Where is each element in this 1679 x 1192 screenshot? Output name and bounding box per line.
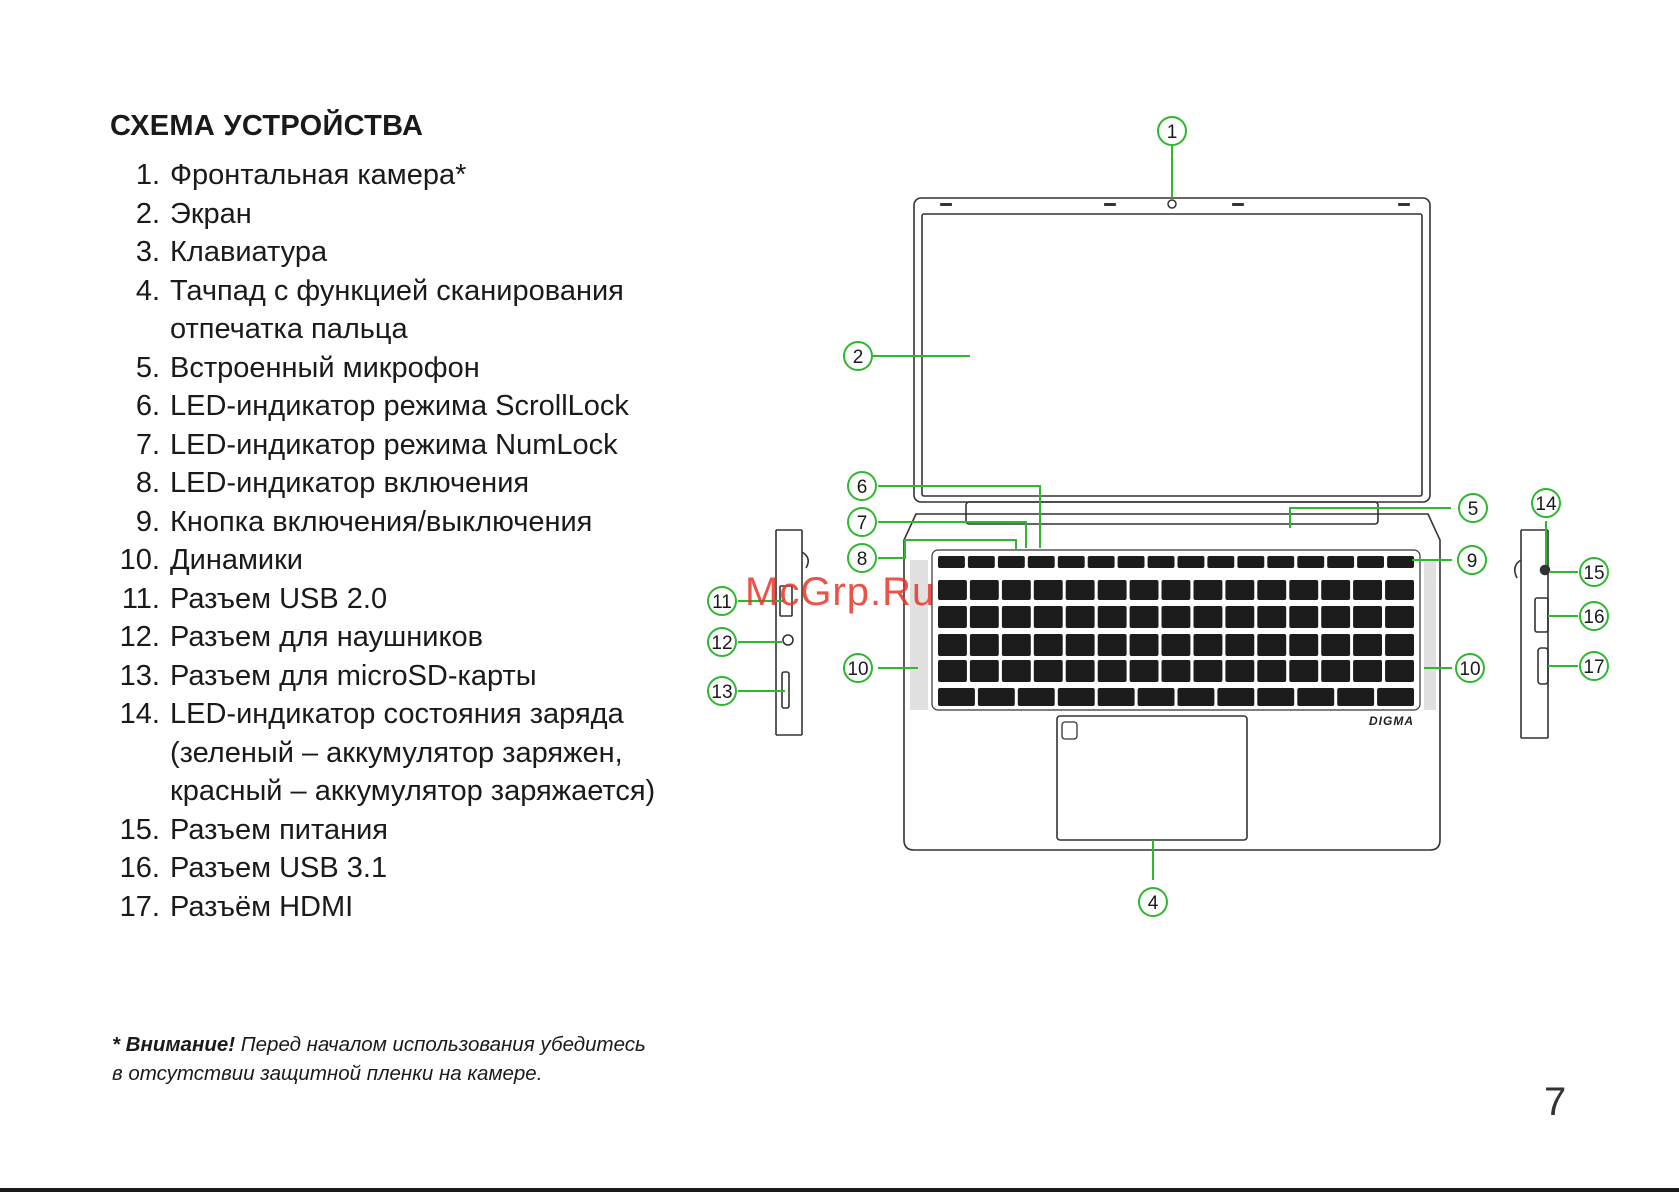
watermark: McGrp.Ru (745, 570, 936, 614)
keyboard-key (1353, 580, 1382, 600)
keyboard-key (1353, 660, 1382, 682)
keyboard-key (1385, 634, 1414, 656)
keyboard-key (1194, 580, 1223, 600)
keyboard-key (1225, 634, 1254, 656)
list-item-number: 11. (121, 582, 160, 615)
callout-12 (708, 628, 736, 656)
keyboard-key (938, 688, 975, 706)
keyboard-key (1257, 660, 1286, 682)
keyboard-key (970, 660, 999, 682)
keyboard-key (1002, 580, 1031, 600)
keyboard-key (1207, 556, 1234, 568)
list-item-number: 4. (135, 274, 160, 307)
keyboard-key (1002, 634, 1031, 656)
keyboard-key (1162, 580, 1191, 600)
keyboard-key (998, 556, 1025, 568)
callout-8 (848, 544, 876, 572)
keyboard-key (1118, 556, 1145, 568)
keyboard-key (1034, 634, 1063, 656)
camera-icon (1168, 200, 1176, 208)
list-item-number: 16. (119, 852, 160, 884)
keyboard-key (1088, 556, 1115, 568)
svg-text:10: 10 (1459, 659, 1481, 680)
list-item-text: Разъем питания (170, 813, 388, 846)
list-item-text: Разъем для наушников (170, 621, 484, 653)
keyboard-key (1297, 688, 1334, 706)
keyboard-key (1357, 556, 1384, 568)
keyboard-key (1098, 660, 1127, 682)
keyboard-key (1066, 580, 1095, 600)
keyboard-key (970, 634, 999, 656)
callout-6 (848, 472, 876, 500)
keyboard-key (938, 580, 967, 600)
note-line2: в отсутствии защитной пленки на камере. (112, 1062, 543, 1085)
page-title: СХЕМА УСТРОЙСТВА (110, 110, 424, 142)
callout-9 (1458, 546, 1486, 574)
svg-text:8: 8 (856, 549, 868, 570)
keyboard-key (1385, 580, 1414, 600)
list-item-number: 12. (119, 621, 160, 653)
callout-15 (1580, 558, 1608, 586)
keyboard-key (1321, 634, 1350, 656)
list-item-text: LED-индикатор включения (170, 467, 530, 499)
list-item-text: Разъем для microSD-карты (170, 659, 537, 692)
keyboard-key (938, 660, 967, 682)
keyboard-key (938, 606, 967, 628)
keyboard-key (1289, 580, 1318, 600)
keyboard-key (1002, 606, 1031, 628)
keyboard-key (1217, 688, 1254, 706)
brand-logo: DIGMA (1369, 714, 1414, 728)
list-item-number: 9. (135, 505, 160, 538)
keyboard-key (1257, 606, 1286, 628)
keyboard-key (1162, 634, 1191, 656)
list-item-text: LED-индикатор режима ScrollLock (170, 390, 629, 422)
list-item-text: Разъём HDMI (170, 890, 354, 923)
keyboard-key (1289, 606, 1318, 628)
callout-markers (708, 117, 1608, 916)
keyboard-key (1098, 634, 1127, 656)
list-item-text: Тачпад с функцией сканирования отпечатка пальца (170, 274, 624, 345)
svg-text:1: 1 (1166, 122, 1178, 143)
keyboard-key (1130, 634, 1159, 656)
list-item-number: 6. (135, 390, 160, 422)
svg-text:9: 9 (1466, 551, 1478, 572)
keyboard-key (1377, 688, 1414, 706)
keyboard-key (1034, 660, 1063, 682)
keyboard-key (1058, 556, 1085, 568)
keyboard-key (970, 580, 999, 600)
keyboard-key (1098, 688, 1135, 706)
list-item-text: Кнопка включения/выключения (170, 505, 593, 538)
list-item-number: 2. (135, 197, 160, 230)
keyboard-key (1034, 580, 1063, 600)
callout-4 (1139, 888, 1167, 916)
keyboard-key (1225, 606, 1254, 628)
svg-text:6: 6 (856, 477, 868, 498)
callout-1 (1158, 117, 1186, 145)
keyboard-key (1225, 660, 1254, 682)
page-number: 7 (1544, 1080, 1567, 1124)
list-item-number: 3. (135, 236, 160, 268)
keyboard-key (1034, 606, 1063, 628)
keyboard-key (1257, 580, 1286, 600)
list-item-number: 17. (119, 890, 160, 923)
keyboard-key (968, 556, 995, 568)
keyboard-key (1385, 606, 1414, 628)
callout-2 (844, 342, 872, 370)
svg-text:17: 17 (1583, 657, 1605, 678)
keyboard-key (1178, 688, 1215, 706)
keyboard-key (1178, 556, 1205, 568)
list-item-number: 8. (135, 467, 160, 499)
keyboard-key (1130, 660, 1159, 682)
keyboard-key (1130, 580, 1159, 600)
callout-5 (1459, 494, 1487, 522)
keyboard-key (1066, 660, 1095, 682)
keyboard-key (1225, 580, 1254, 600)
keyboard-key (1353, 634, 1382, 656)
callout-13 (708, 677, 736, 705)
callout-10-left (844, 654, 872, 682)
svg-text:2: 2 (852, 347, 864, 368)
keyboard-key (1289, 634, 1318, 656)
list-item-number: 1. (135, 159, 160, 191)
keyboard-key (1321, 606, 1350, 628)
keyboard-key (1387, 556, 1414, 568)
keyboard-key (1194, 660, 1223, 682)
list-item-number: 7. (135, 428, 160, 461)
keyboard-key (1297, 556, 1324, 568)
svg-text:12: 12 (711, 633, 733, 654)
keyboard-key (938, 556, 965, 568)
svg-text:14: 14 (1535, 494, 1557, 515)
keyboard-key (938, 634, 967, 656)
keyboard-key (1002, 660, 1031, 682)
list-item-text: Разъем USB 2.0 (170, 582, 388, 615)
left-side-view (776, 530, 808, 735)
keyboard-key (1148, 556, 1175, 568)
keyboard-key (1321, 580, 1350, 600)
laptop-lid (914, 198, 1430, 524)
keyboard-key (970, 606, 999, 628)
callout-10-right (1456, 654, 1484, 682)
callout-17 (1580, 652, 1608, 680)
keyboard-key (1130, 606, 1159, 628)
list-item-number: 10. (119, 544, 160, 576)
svg-text:15: 15 (1583, 563, 1605, 584)
keyboard-key (1353, 606, 1382, 628)
note-text: Перед началом использования убедитесь (235, 1033, 646, 1056)
keyboard (938, 556, 1414, 706)
keyboard-key (1066, 606, 1095, 628)
list-item-text: Клавиатура (170, 236, 328, 268)
list-item-number: 13. (119, 659, 160, 692)
keyboard-key (1267, 556, 1294, 568)
keyboard-key (1138, 688, 1175, 706)
list-item-text: Экран (170, 197, 252, 230)
list-item-number: 15. (119, 813, 160, 846)
keyboard-key (1257, 634, 1286, 656)
svg-text:11: 11 (712, 592, 732, 613)
keyboard-key (1194, 634, 1223, 656)
keyboard-key (1098, 580, 1127, 600)
callout-16 (1580, 602, 1608, 630)
svg-text:4: 4 (1147, 893, 1159, 914)
list-item-text: Динамики (170, 544, 304, 576)
keyboard-key (1257, 688, 1294, 706)
svg-text:10: 10 (847, 659, 869, 680)
keyboard-key (1098, 606, 1127, 628)
list-item-text: Фронтальная камера* (170, 159, 467, 191)
list-item-number: 14. (119, 698, 160, 730)
keyboard-key (1237, 556, 1264, 568)
callout-11 (708, 587, 736, 615)
keyboard-key (1162, 606, 1191, 628)
list-item-text: Встроенный микрофон (170, 351, 480, 384)
callout-7 (848, 508, 876, 536)
list-item-number: 5. (135, 351, 160, 384)
keyboard-key (1066, 634, 1095, 656)
keyboard-key (1321, 660, 1350, 682)
keyboard-key (1162, 660, 1191, 682)
touchpad (1057, 716, 1247, 840)
svg-text:7: 7 (856, 513, 868, 534)
right-side-view (1515, 530, 1550, 738)
keyboard-key (1018, 688, 1055, 706)
keyboard-key (1028, 556, 1055, 568)
keyboard-key (1194, 606, 1223, 628)
callout-14 (1532, 489, 1560, 517)
keyboard-key (1327, 556, 1354, 568)
svg-text:13: 13 (711, 682, 733, 703)
keyboard-key (1337, 688, 1374, 706)
keyboard-key (1058, 688, 1095, 706)
keyboard-key (1385, 660, 1414, 682)
keyboard-key (978, 688, 1015, 706)
list-item-text: LED-индикатор состояния заряда (зеленый – аккумулятор заряжен, красный – аккумулятор заряжается) (170, 698, 656, 807)
note-emphasis: * Внимание! (112, 1033, 236, 1056)
svg-text:16: 16 (1583, 607, 1605, 628)
list-item-text: LED-индикатор режима NumLock (170, 428, 618, 461)
svg-text:5: 5 (1467, 499, 1479, 520)
list-item-text: Разъем USB 3.1 (170, 852, 388, 884)
keyboard-key (1289, 660, 1318, 682)
